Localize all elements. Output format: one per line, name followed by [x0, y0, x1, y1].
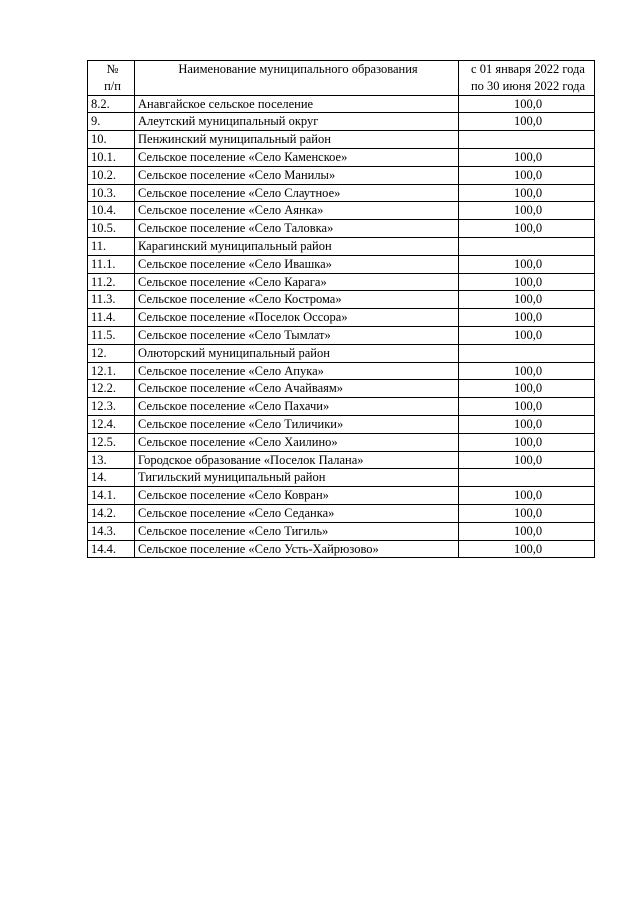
header-number-line1: №: [106, 62, 119, 76]
row-municipality-name: Сельское поселение «Село Тымлат»: [135, 326, 459, 344]
row-municipality-name: Сельское поселение «Поселок Оссора»: [135, 309, 459, 327]
row-number: 11.4.: [88, 309, 135, 327]
row-number: 12.2.: [88, 380, 135, 398]
row-value: 100,0: [459, 540, 595, 558]
row-value: 100,0: [459, 451, 595, 469]
document-page: [87, 60, 594, 558]
row-value: [459, 131, 595, 149]
table-row: [88, 522, 595, 540]
row-number: 13.: [88, 451, 135, 469]
row-value: 100,0: [459, 487, 595, 505]
row-number: 11.1.: [88, 255, 135, 273]
row-number: 14.4.: [88, 540, 135, 558]
table-row: [88, 131, 595, 149]
row-value: 100,0: [459, 504, 595, 522]
table-row: [88, 469, 595, 487]
row-number: 12.1.: [88, 362, 135, 380]
table-row: [88, 237, 595, 255]
row-number: 10.2.: [88, 166, 135, 184]
row-value: 100,0: [459, 398, 595, 416]
row-number: 11.3.: [88, 291, 135, 309]
row-municipality-name: Сельское поселение «Село Пахачи»: [135, 398, 459, 416]
row-number: 11.5.: [88, 326, 135, 344]
table-row: [88, 398, 595, 416]
row-municipality-name: Алеутский муниципальный округ: [135, 113, 459, 131]
header-period: [459, 61, 595, 96]
row-value: 100,0: [459, 148, 595, 166]
row-value: 100,0: [459, 362, 595, 380]
row-municipality-name: Анавгайское сельское поселение: [135, 95, 459, 113]
row-municipality-name: Сельское поселение «Село Каменское»: [135, 148, 459, 166]
table-body: [88, 95, 595, 558]
row-number: 14.3.: [88, 522, 135, 540]
row-value: 100,0: [459, 309, 595, 327]
table-row: [88, 540, 595, 558]
table-row: [88, 451, 595, 469]
row-value: 100,0: [459, 184, 595, 202]
row-number: 14.2.: [88, 504, 135, 522]
table-header: [88, 61, 595, 96]
row-value: [459, 237, 595, 255]
row-municipality-name: Сельское поселение «Село Ачайваям»: [135, 380, 459, 398]
row-value: 100,0: [459, 113, 595, 131]
row-value: 100,0: [459, 380, 595, 398]
table-row: [88, 291, 595, 309]
row-value: 100,0: [459, 202, 595, 220]
row-value: 100,0: [459, 166, 595, 184]
row-value: 100,0: [459, 255, 595, 273]
municipal-table: [87, 60, 595, 558]
table-row: [88, 166, 595, 184]
table-row: [88, 113, 595, 131]
table-row: [88, 487, 595, 505]
row-value: [459, 469, 595, 487]
header-period-line1: с 01 января 2022 года: [471, 62, 585, 76]
row-value: 100,0: [459, 433, 595, 451]
row-number: 14.1.: [88, 487, 135, 505]
row-number: 8.2.: [88, 95, 135, 113]
row-value: 100,0: [459, 95, 595, 113]
table-row: [88, 504, 595, 522]
row-number: 10.5.: [88, 220, 135, 238]
header-period-line2: по 30 июня 2022 года: [470, 78, 586, 93]
row-municipality-name: Сельское поселение «Село Аянка»: [135, 202, 459, 220]
row-municipality-name: Сельское поселение «Село Седанка»: [135, 504, 459, 522]
row-value: 100,0: [459, 291, 595, 309]
table-row: [88, 344, 595, 362]
row-municipality-name: Сельское поселение «Село Ивашка»: [135, 255, 459, 273]
header-row: [88, 61, 595, 96]
table-row: [88, 433, 595, 451]
row-municipality-name: Сельское поселение «Село Слаутное»: [135, 184, 459, 202]
row-value: 100,0: [459, 273, 595, 291]
row-municipality-name: Пенжинский муниципальный район: [135, 131, 459, 149]
row-municipality-name: Сельское поселение «Село Тигиль»: [135, 522, 459, 540]
table-row: [88, 309, 595, 327]
row-number: 12.3.: [88, 398, 135, 416]
row-number: 14.: [88, 469, 135, 487]
header-number: [88, 61, 135, 96]
row-number: 9.: [88, 113, 135, 131]
row-municipality-name: Сельское поселение «Село Усть-Хайрюзово»: [135, 540, 459, 558]
row-municipality-name: Сельское поселение «Село Ковран»: [135, 487, 459, 505]
header-number-line2: п/п: [104, 78, 121, 93]
row-municipality-name: Карагинский муниципальный район: [135, 237, 459, 255]
row-value: 100,0: [459, 522, 595, 540]
row-municipality-name: Сельское поселение «Село Хаилино»: [135, 433, 459, 451]
table-row: [88, 184, 595, 202]
row-municipality-name: Тигильский муниципальный район: [135, 469, 459, 487]
row-number: 10.: [88, 131, 135, 149]
row-municipality-name: Городское образование «Поселок Палана»: [135, 451, 459, 469]
table-row: [88, 148, 595, 166]
row-number: 10.1.: [88, 148, 135, 166]
row-number: 12.4.: [88, 415, 135, 433]
row-municipality-name: Сельское поселение «Село Апука»: [135, 362, 459, 380]
header-name: Наименование муниципального образования: [135, 61, 459, 96]
row-number: 11.: [88, 237, 135, 255]
row-number: 10.4.: [88, 202, 135, 220]
row-municipality-name: Олюторский муниципальный район: [135, 344, 459, 362]
row-value: 100,0: [459, 220, 595, 238]
table-row: [88, 95, 595, 113]
table-row: [88, 220, 595, 238]
row-value: [459, 344, 595, 362]
table-row: [88, 326, 595, 344]
row-municipality-name: Сельское поселение «Село Тиличики»: [135, 415, 459, 433]
row-municipality-name: Сельское поселение «Село Таловка»: [135, 220, 459, 238]
row-number: 11.2.: [88, 273, 135, 291]
row-number: 12.: [88, 344, 135, 362]
table-row: [88, 362, 595, 380]
row-municipality-name: Сельское поселение «Село Манилы»: [135, 166, 459, 184]
row-number: 12.5.: [88, 433, 135, 451]
row-municipality-name: Сельское поселение «Село Карага»: [135, 273, 459, 291]
table-row: [88, 415, 595, 433]
table-row: [88, 255, 595, 273]
table-row: [88, 202, 595, 220]
table-row: [88, 273, 595, 291]
row-municipality-name: Сельское поселение «Село Кострома»: [135, 291, 459, 309]
row-value: 100,0: [459, 415, 595, 433]
row-value: 100,0: [459, 326, 595, 344]
row-number: 10.3.: [88, 184, 135, 202]
table-row: [88, 380, 595, 398]
